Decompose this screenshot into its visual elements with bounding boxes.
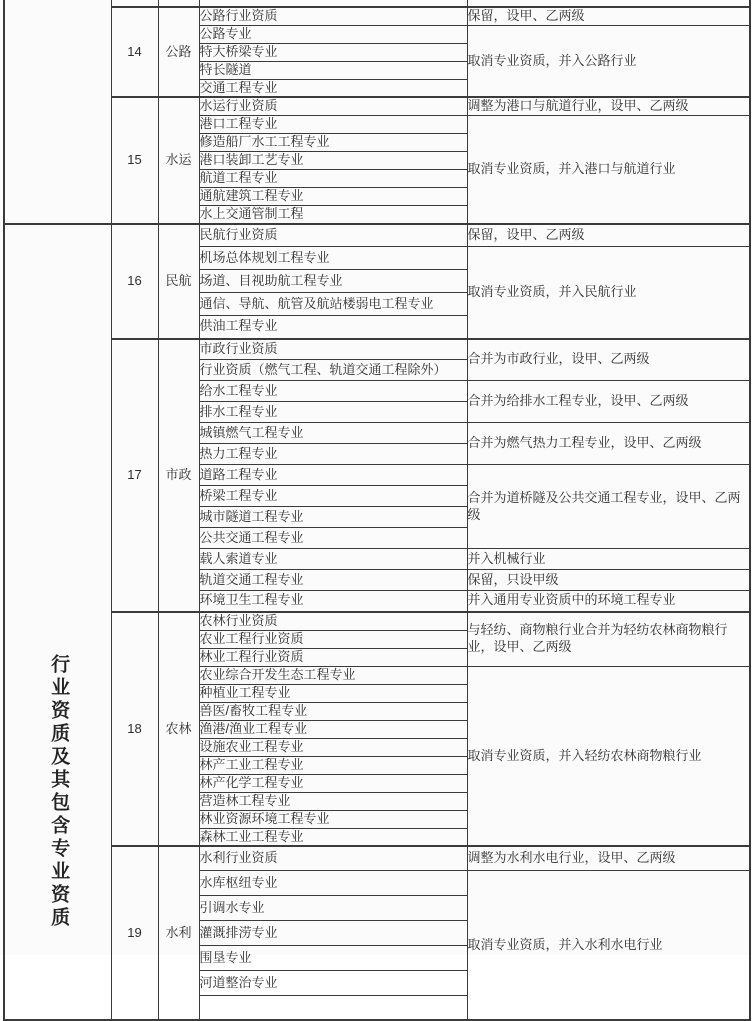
item-cell: 排水工程专业 [199,402,467,423]
item-cell: 港口工程专业 [199,116,467,134]
table-row [4,7,750,25]
row-number-cell: 17 [111,339,158,612]
item-cell: 围垦专业 [199,945,467,970]
item-cell: 道路工程专业 [199,465,467,486]
item-cell: 载人索道专业 [199,549,467,570]
item-cell: 城镇燃气工程专业 [199,423,467,444]
item-cell: 民航行业资质 [199,224,467,247]
category-cell: 农林 [158,612,199,847]
disposition-cell: 取消专业资质，并入公路行业 [467,25,750,97]
item-cell: 林产化学工程专业 [199,774,467,792]
item-cell: 农林行业资质 [199,612,467,630]
item-cell: 兽医/畜牧工程专业 [199,702,467,720]
row-number-cell: 15 [111,97,158,223]
disposition-cell: 取消专业资质，并入水利水电行业 [467,870,750,1020]
table-row [4,0,750,7]
disposition-cell: 取消专业资质，并入轻纺农林商物粮行业 [467,666,750,846]
category-cell: 公路 [158,7,199,97]
item-cell: 环境卫生工程专业 [199,591,467,612]
item-cell: 水运行业资质 [199,97,467,115]
row-number-cell: 18 [111,612,158,847]
section-label-cell [4,224,111,1021]
category-cell: 市政 [158,339,199,612]
row-number-cell: 16 [111,224,158,339]
item-cell: 轨道交通工程专业 [199,570,467,591]
disposition-cell [467,0,750,7]
row-number-cell [111,0,158,7]
item-cell: 公路行业资质 [199,7,467,25]
disposition-cell: 保留，设甲、乙两级 [467,7,750,25]
disposition-cell: 调整为港口与航道行业，设甲、乙两级 [467,97,750,115]
item-cell: 水库枢纽专业 [199,870,467,895]
item-cell: 供油工程专业 [199,316,467,339]
item-cell: 水上交通管制工程 [199,205,467,223]
item-cell: 林业工程行业资质 [199,648,467,666]
qualification-table [3,0,751,1021]
item-cell: 水利行业资质 [199,846,467,870]
category-cell: 水运 [158,97,199,223]
item-cell [199,995,467,1020]
table-row [4,612,750,630]
table-row [4,339,750,360]
disposition-cell: 取消专业资质，并入民航行业 [467,247,750,339]
item-cell: 森林工业工程专业 [199,828,467,846]
disposition-cell: 保留，设甲、乙两级 [467,224,750,247]
item-cell: 修造船厂水工工程专业 [199,134,467,152]
item-cell: 河道整治专业 [199,970,467,995]
item-cell: 引调水专业 [199,895,467,920]
item-cell: 行业资质（燃气工程、轨道交通工程除外） [199,360,467,381]
table-row [4,846,750,870]
disposition-cell: 与轻纺、商物粮行业合并为轻纺农林商物粮行业，设甲、乙两级 [467,612,750,666]
item-cell: 场道、目视助航工程专业 [199,270,467,293]
item-cell: 特大桥梁专业 [199,43,467,61]
item-cell: 交通工程专业 [199,79,467,97]
item-cell: 城市隧道工程专业 [199,507,467,528]
item-cell: 给水工程专业 [199,381,467,402]
item-cell: 渔港/渔业工程专业 [199,720,467,738]
category-cell: 水利 [158,846,199,1020]
item-cell: 通航建筑工程专业 [199,187,467,205]
item-cell: 营造林工程专业 [199,792,467,810]
disposition-cell: 合并为给排水工程专业，设甲、乙两级 [467,381,750,423]
disposition-cell: 调整为水利水电行业，设甲、乙两级 [467,846,750,870]
item-cell [199,0,467,7]
item-cell: 农业工程行业资质 [199,630,467,648]
disposition-cell: 并入机械行业 [467,549,750,570]
item-cell: 林业资源环境工程专业 [199,810,467,828]
item-cell: 种植业工程专业 [199,684,467,702]
item-cell: 灌溉排涝专业 [199,920,467,945]
item-cell: 公共交通工程专业 [199,528,467,549]
item-cell: 航道工程专业 [199,170,467,188]
row-number-cell: 14 [111,7,158,97]
item-cell: 农业综合开发生态工程专业 [199,666,467,684]
item-cell: 林产工业工程专业 [199,756,467,774]
row-number-cell: 19 [111,846,158,1020]
section-label: 行业资质及其包含专业资质 [48,654,70,931]
category-cell [158,0,199,7]
disposition-cell: 保留，只设甲级 [467,570,750,591]
table-row [4,97,750,115]
item-cell: 热力工程专业 [199,444,467,465]
item-cell: 机场总体规划工程专业 [199,247,467,270]
disposition-cell: 合并为道桥隧及公共交通工程专业，设甲、乙两级 [467,465,750,549]
item-cell: 设施农业工程专业 [199,738,467,756]
item-cell: 公路专业 [199,25,467,43]
disposition-cell: 合并为市政行业，设甲、乙两级 [467,339,750,381]
disposition-cell: 取消专业资质，并入港口与航道行业 [467,116,750,224]
item-cell: 市政行业资质 [199,339,467,360]
table-row [4,224,750,247]
disposition-cell: 并入通用专业资质中的环境工程专业 [467,591,750,612]
item-cell: 特长隧道 [199,61,467,79]
disposition-cell: 合并为燃气热力工程专业，设甲、乙两级 [467,423,750,465]
category-cell: 民航 [158,224,199,339]
section-label-empty-cell [4,0,111,224]
item-cell: 通信、导航、航管及航站楼弱电工程专业 [199,293,467,316]
item-cell: 港口装卸工艺专业 [199,152,467,170]
item-cell: 桥梁工程专业 [199,486,467,507]
